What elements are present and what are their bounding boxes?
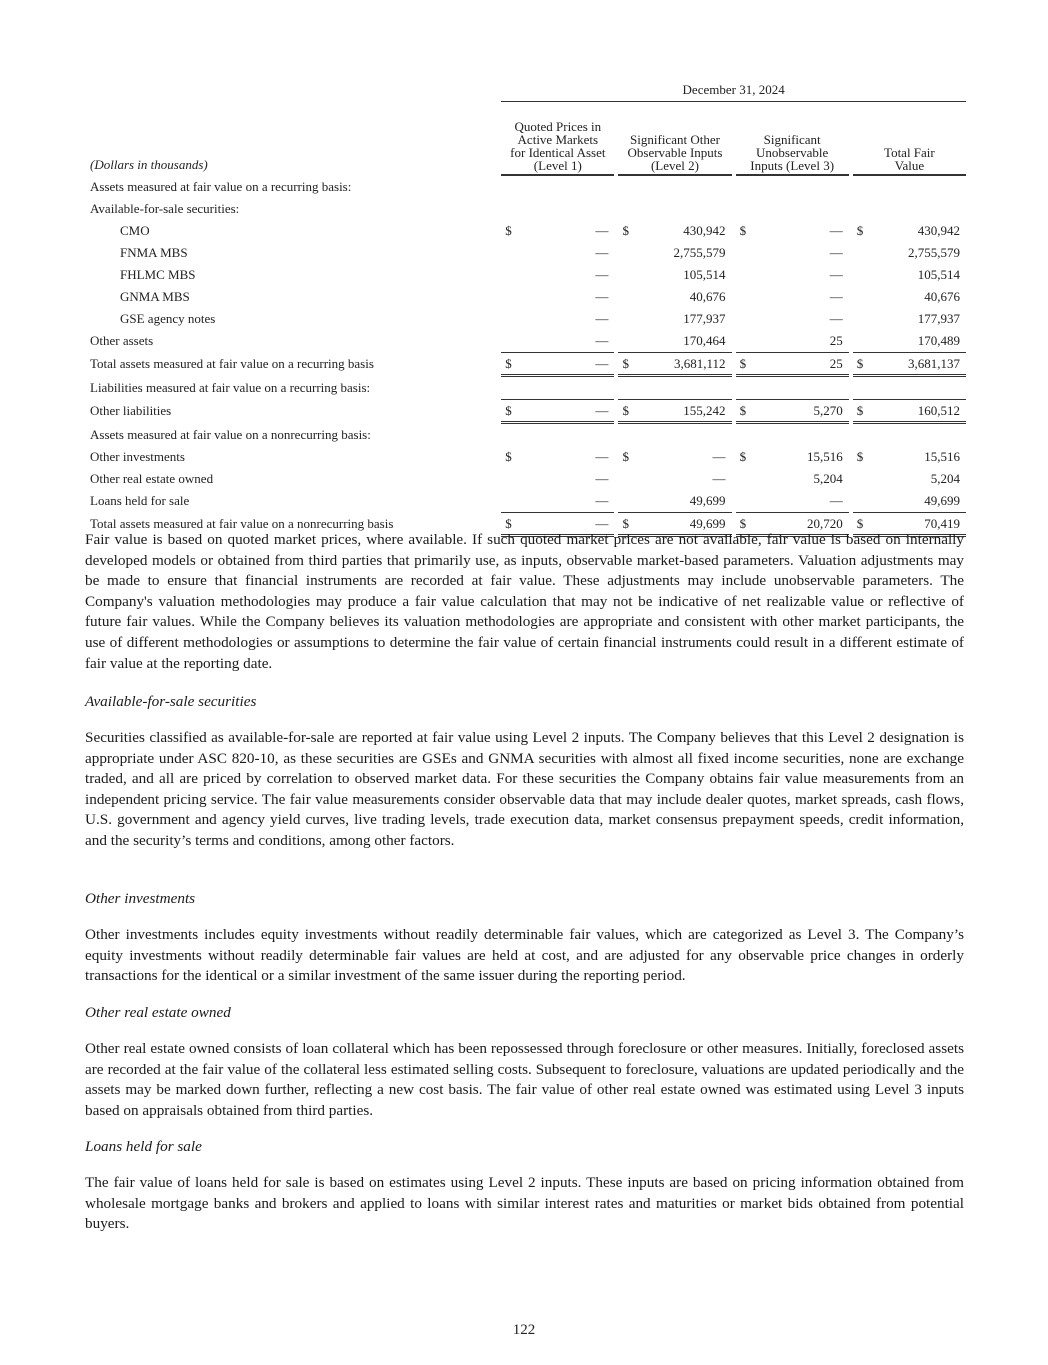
table-row: FNMA MBS — 2,755,579 — 2,755,579 (120, 245, 960, 260)
paragraph-oreo: Other real estate owned consists of loan collateral which has been repossessed through foreclosure or other measures. Initially, foreclosed assets are recorded at the fair value of the collateral less estimated selling costs. Subsequent to foreclosure, valuations are updated periodically and the assets may be marked down further, reflecting a new cost basis. The fair value of other real estate owned was estimated using Level 3 inputs based on appraisals obtained from third parties. (85, 1040, 964, 1119)
table-row: CMO $ — $ 430,942 $ — $ 430,942 (120, 223, 960, 238)
table-row: FHLMC MBS — 105,514 — 105,514 (120, 267, 960, 282)
table-row: Other investments $ — $ — $ 15,516 $ 15,516 (90, 449, 960, 464)
paragraph-other-investments: Other investments includes equity investments without readily determinable fair values, which are categorized as Level 3. The Company’s equity investments without readily determinable fair values are held at cost, and are adjusted for any observable price changes in orderly transactions for the identical or a similar investment of the same issuer during the reporting period. (85, 926, 964, 985)
section-header-row: Assets measured at fair value on a recurring basis: (90, 179, 352, 194)
paragraph-afs: Securities classified as available-for-sale are reported at fair value using Level 2 inputs. The Company believes that this Level 2 designation is appropriate under ASC 820-10, as these securities are GSEs and GNMA securities with almost all fixed income securities, none are exchange traded, and all are priced by correlation to observed market data. For these securities the Company obtains fair value measurements from an independent pricing service. The fair value measurements consider observable data that may include dealer quotes, market spreads, cash flows, U.S. government and agency yield curves, live trading levels, trade execution data, market consensus prepayment speeds, credit information, and the security’s terms and conditions, among other factors. (85, 729, 964, 849)
date-header: December 31, 2024 (501, 76, 966, 102)
fair-value-table (86, 76, 966, 537)
table-row: Loans held for sale — 49,699 — 49,699 (90, 493, 960, 509)
units-label: (Dollars in thousands) (90, 157, 208, 172)
heading-oreo: Other real estate owned (85, 1004, 231, 1021)
column-header-total: Total Fair Value (853, 102, 966, 176)
total-row: Total assets measured at fair value on a recurring basis $ — $ 3,681,112 $ 25 $ 3,681,137 (86, 353, 966, 376)
table-row: GNMA MBS — 40,676 — 40,676 (120, 289, 960, 304)
total-row: Total assets measured at fair value on a nonrecurring basis $ — $ 49,699 $ 20,720 $ 70,419 (86, 513, 966, 536)
section-header-row: Assets measured at fair value on a nonrecurring basis: (90, 427, 371, 442)
heading-other-investments: Other investments (85, 890, 196, 907)
table-row: GSE agency notes — 177,937 — 177,937 (120, 311, 960, 326)
section-header-row: Available-for-sale securities: (90, 201, 240, 216)
table-row: Other real estate owned — — 5,204 5,204 (90, 471, 960, 486)
heading-lhfs: Loans held for sale (85, 1138, 202, 1155)
paragraph-fair-value: Fair value is based on quoted market prices, where available. If such quoted market prices are not available, fair value is based on internally developed models or obtained from third parties that primarily use, as inputs, observable market-based parameters. Valuation adjustments may be made to ensure that financial instruments are recorded at fair value. These adjustments may include unobservable parameters. The Company's valuation methodologies may produce a fair value calculation that may not be indicative of net realizable value or reflective of future fair values. While the Company believes its valuation methodologies are appropriate and consistent with other market participants, the use of different methodologies or assumptions to determine the fair value of certain financial instruments could result in a different estimate of fair value at the reporting date. (85, 531, 964, 672)
page-number: 122 (512, 1322, 536, 1338)
column-header-level3: Significant Unobservable Inputs (Level 3) (736, 102, 849, 176)
paragraph-lhfs: The fair value of loans held for sale is based on estimates using Level 2 inputs. These inputs are based on pricing information obtained from wholesale mortgage banks and brokers and applied to loans with similar interest rates and maturities or market bids obtained from potential buyers. (85, 1174, 964, 1233)
heading-afs: Available-for-sale securities (85, 693, 257, 710)
section-header-row: Liabilities measured at fair value on a recurring basis: (90, 380, 371, 395)
table-row: Other assets — 170,464 25 170,489 (90, 333, 960, 349)
total-row: Other liabilities $ — $ 155,242 $ 5,270 $ 160,512 (86, 400, 966, 423)
column-header-level1: Quoted Prices in Active Markets for Identical Asset (Level 1) (501, 102, 614, 176)
column-header-level2: Significant Other Observable Inputs (Level 2) (618, 102, 731, 176)
